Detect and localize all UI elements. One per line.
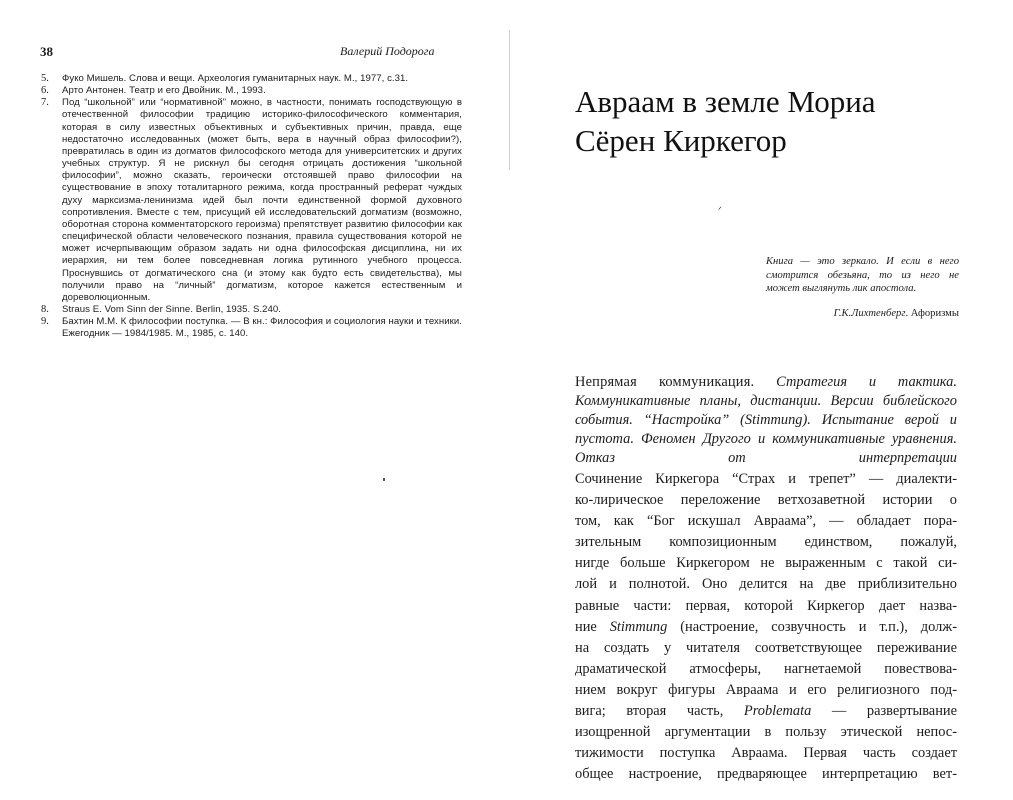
body-line: драматической атмосферы, нагнетаемой повествова- bbox=[575, 660, 957, 677]
endnote-number: 5. bbox=[41, 73, 49, 84]
endnote-5 bbox=[40, 73, 462, 85]
body-line: ние Stimmung (настроение, созвучность и т.п.), долж- bbox=[575, 618, 958, 635]
endnote-text: Под “школьной” или “нормативной” можно, в частности, понимать господствующую в отечественной философии традицию историко-философического комментария, которая в силу известных объективных и субъективных причин, правда, еще недостаточно исследованных (может быть, вера в научный образ философии?), превратилась в один из догматов философского метода для университетских и других учебных структур. Я не рискнул бы сегодня отрицать достижения “школьной философии”, можно сказать, героически отстоявшей право философии на существование в эпоху тоталитарного режима, когда пространный реферат чуждых духу марксизма-ленинизма идей был почти единственной формой духовного сопротивления. Вместе с тем, присущий ей исследовательский догматизм (возможно, оборотная сторона комментаторского героизма) препятствует развитию философии как специфической области человеческого познания, правила существования которой не может исчерпывающим образом задать ни одна философская дисциплина, ни их иерархия, ни тем более повседневная логика рутинного учебного процесса. Проснувшись от догматического сна (и этому как будто есть свидетельства), мы получили право на “личный” догматизм, которое кажется естественным и дореволюционным. bbox=[62, 97, 462, 303]
epigraph-author: Г.К.Лихтенберг bbox=[833, 308, 906, 319]
chapter-title-author: Сёрен Киркегор bbox=[575, 123, 787, 158]
body-line: нигде больше Киркегором не выраженным с такой си- bbox=[575, 555, 957, 572]
epigraph-work: Афоризмы bbox=[910, 308, 959, 319]
foreign-term: Problemata bbox=[743, 703, 812, 720]
endnote-text: Бахтин М.М. К философии поступка. — В кн.: Философия и социология науки и техники. Ежегодник — 1984/1985. М., 1985, с. 140. bbox=[62, 316, 462, 340]
endnote-number: 6. bbox=[41, 85, 49, 97]
chapter-title bbox=[575, 82, 975, 160]
epigraph-quote: Книга — это зеркало. И если в него смотрится обезьяна, то из него не может выглянуть лик апостола. bbox=[766, 256, 959, 295]
body-line: Сочинение Киркегора “Страх и трепет” — диалекти- bbox=[575, 471, 957, 487]
endnote-8 bbox=[40, 304, 462, 316]
body-line: равные части: первая, которой Киркегор дает назва- bbox=[575, 597, 957, 614]
chapter-synopsis bbox=[575, 373, 957, 468]
body-paragraph bbox=[575, 469, 957, 785]
endnote-6 bbox=[40, 85, 462, 97]
running-head: Валерий Подорога bbox=[340, 44, 435, 58]
endnote-text: Straus E. Vom Sinn der Sinne. Berlin, 1935. S.240. bbox=[62, 303, 282, 315]
epigraph-separator: . bbox=[905, 308, 911, 319]
foreign-term: Stimmung bbox=[609, 618, 668, 635]
endnote-9 bbox=[40, 316, 462, 340]
endnote-text: Фуко Мишель. Слова и вещи. Археология гуманитарных наук. М., 1977, с.31. bbox=[62, 73, 409, 84]
body-line: лой и полнотой. Оно делится на две приблизительно bbox=[575, 576, 957, 593]
body-line: нием вокруг фигуры Авраама и его религиозного под- bbox=[575, 681, 957, 698]
body-line: вига; вторая часть, Problemata — развертывание bbox=[575, 703, 957, 720]
body-line: зительным композиционным единством, пожалуй, bbox=[575, 534, 957, 551]
endnote-text: Арто Антонен. Театр и его Двойник. М., 1993. bbox=[62, 85, 266, 97]
print-speck bbox=[383, 478, 385, 481]
chapter-title-line: Авраам в земле Мориа bbox=[575, 84, 876, 119]
endnotes-list bbox=[40, 73, 462, 340]
body-line: общее настроение, предваряющее интерпретацию вет- bbox=[575, 766, 957, 783]
body-line: тижимости поступка Авраама. Первая часть создает bbox=[575, 745, 957, 762]
page-number: 38 bbox=[40, 44, 53, 59]
body-line: на создать у читателя соответствующее переживание bbox=[575, 639, 957, 656]
endnote-number: 9. bbox=[41, 316, 49, 328]
synopsis-lead: Непрямая коммуникация. bbox=[575, 374, 755, 390]
endnote-number: 8. bbox=[41, 303, 49, 315]
body-line: изощренной аргументации в пользу этической непос- bbox=[575, 724, 957, 741]
endnote-7 bbox=[40, 97, 462, 304]
synopsis-topics: Стратегия и тактика. Коммуникативные планы, дистанции. Версии библейского события. “Настройка” (Stimmung). Испытание верой и пустота. Феномен Другого и коммуникативные уравнения. Отказ от интерпретации bbox=[575, 374, 957, 467]
body-line: ко-лирическое переложение ветхозаветной истории о bbox=[575, 492, 957, 509]
body-line: том, как “Бог искушал Авраама”, — обладает пора- bbox=[575, 513, 957, 530]
stray-print-mark: ᐟ bbox=[718, 205, 722, 215]
epigraph-source bbox=[766, 307, 959, 321]
endnote-number: 7. bbox=[41, 97, 49, 109]
book-spine-gutter bbox=[509, 30, 510, 170]
